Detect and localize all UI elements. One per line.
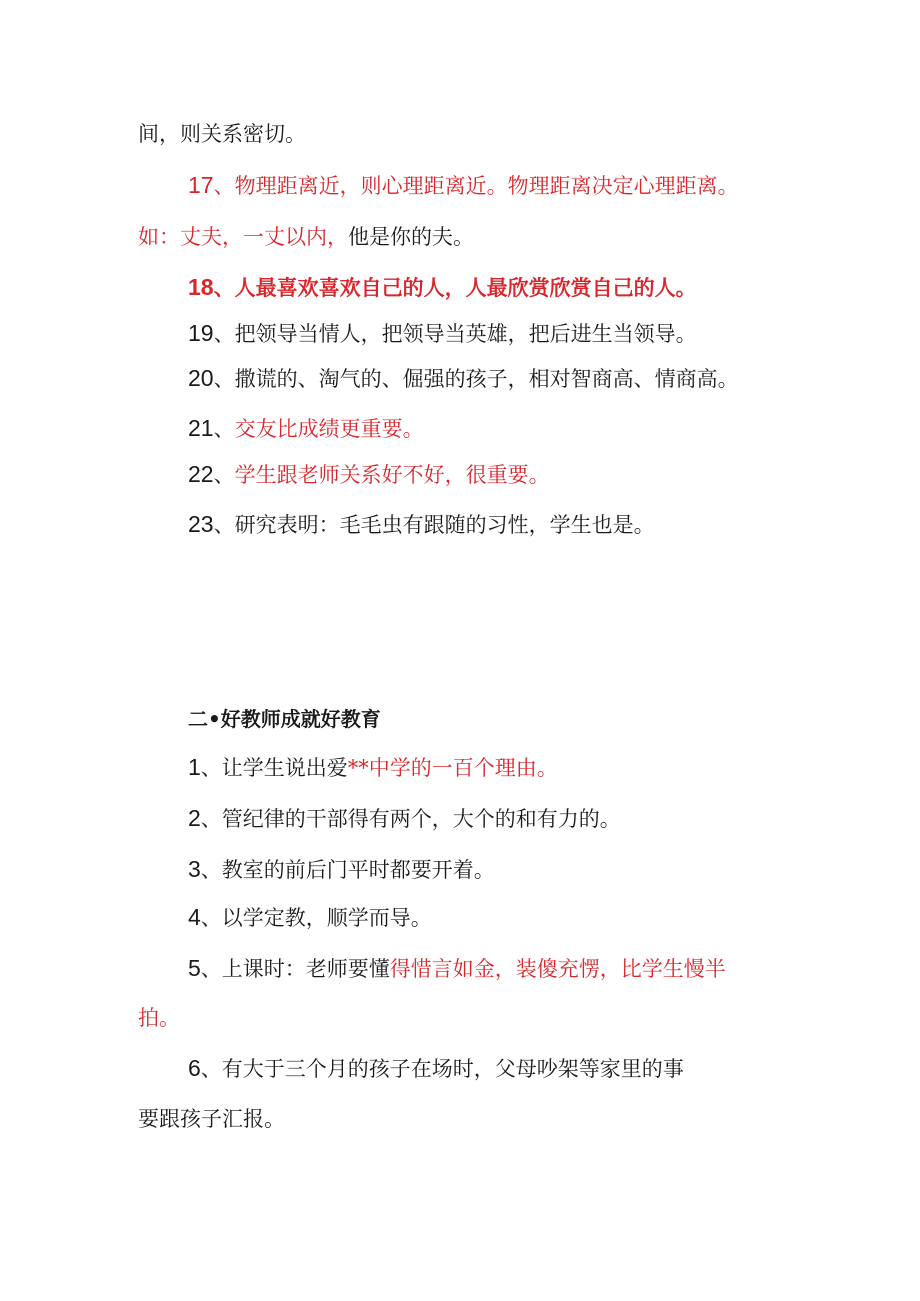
item-number: 22	[188, 461, 214, 487]
item-number: 17	[188, 172, 214, 198]
item-text: 、把领导当情人，把领导当英雄，把后进生当领导。	[213, 322, 697, 346]
section-heading-text: 二•好教师成就好教育	[188, 707, 381, 731]
item-number: 3	[188, 856, 201, 882]
item-19	[188, 320, 697, 347]
section-item-5-continuation	[138, 1005, 180, 1031]
item-number: 5	[188, 955, 201, 981]
item-separator: 、	[213, 417, 235, 441]
section-item-3	[188, 856, 495, 883]
section-item-2	[188, 805, 621, 832]
item-separator: 、	[213, 174, 235, 198]
item-number: 23	[188, 511, 214, 537]
section-heading	[188, 706, 381, 732]
item-text: 、人最喜欢喜欢自己的人，人最欣赏欣赏自己的人。	[213, 275, 697, 300]
item-text: 、让学生说出爱	[200, 756, 348, 780]
item-text: 他是你的夫。	[348, 225, 474, 249]
item-20	[188, 365, 739, 392]
item-21	[188, 415, 424, 442]
item-text-red: 拍。	[138, 1006, 180, 1030]
item-22	[188, 461, 550, 488]
item-17-continuation	[138, 224, 474, 250]
item-number: 19	[188, 320, 214, 346]
text-line-continuation	[138, 121, 306, 147]
item-text-red: 物理距离近，则心理距离近。物理距离决定心理距离。	[234, 174, 739, 198]
section-item-1	[188, 754, 558, 781]
item-text: 、教室的前后门平时都要开着。	[200, 858, 495, 882]
item-number: 20	[188, 365, 214, 391]
line-text: 间，则关系密切。	[138, 122, 306, 146]
item-text-red: 交友比成绩更重要。	[234, 417, 424, 441]
item-number: 1	[188, 754, 201, 780]
section-item-4	[188, 904, 432, 931]
item-number: 6	[188, 1055, 201, 1081]
item-number: 4	[188, 904, 201, 930]
section-item-6	[188, 1055, 684, 1082]
item-text-red: **中学的一百个理由。	[347, 756, 558, 780]
item-text: 要跟孩子汇报。	[138, 1107, 285, 1131]
item-text: 、管纪律的干部得有两个，大个的和有力的。	[200, 807, 621, 831]
item-text-red: 学生跟老师关系好不好，很重要。	[234, 463, 550, 487]
item-separator: 、	[213, 463, 235, 487]
section-item-5	[188, 955, 726, 982]
item-number: 2	[188, 805, 201, 831]
item-text: 、研究表明：毛毛虫有跟随的习性，学生也是。	[213, 513, 655, 537]
item-18	[188, 274, 697, 301]
item-23	[188, 511, 655, 538]
item-text: 、上课时：老师要懂	[200, 957, 390, 981]
item-number: 21	[188, 415, 214, 441]
item-text: 、撒谎的、淘气的、倔强的孩子，相对智商高、情商高。	[213, 367, 739, 391]
item-text-red: 得惜言如金，装傻充愣，比学生慢半	[389, 957, 726, 981]
item-text: 、有大于三个月的孩子在场时，父母吵架等家里的事	[200, 1057, 684, 1081]
item-text-red: 如：丈夫，一丈以内，	[138, 225, 348, 249]
section-item-6-continuation	[138, 1106, 285, 1132]
item-17	[188, 172, 739, 199]
item-number: 18	[188, 274, 214, 300]
item-text: 、以学定教，顺学而导。	[200, 906, 432, 930]
